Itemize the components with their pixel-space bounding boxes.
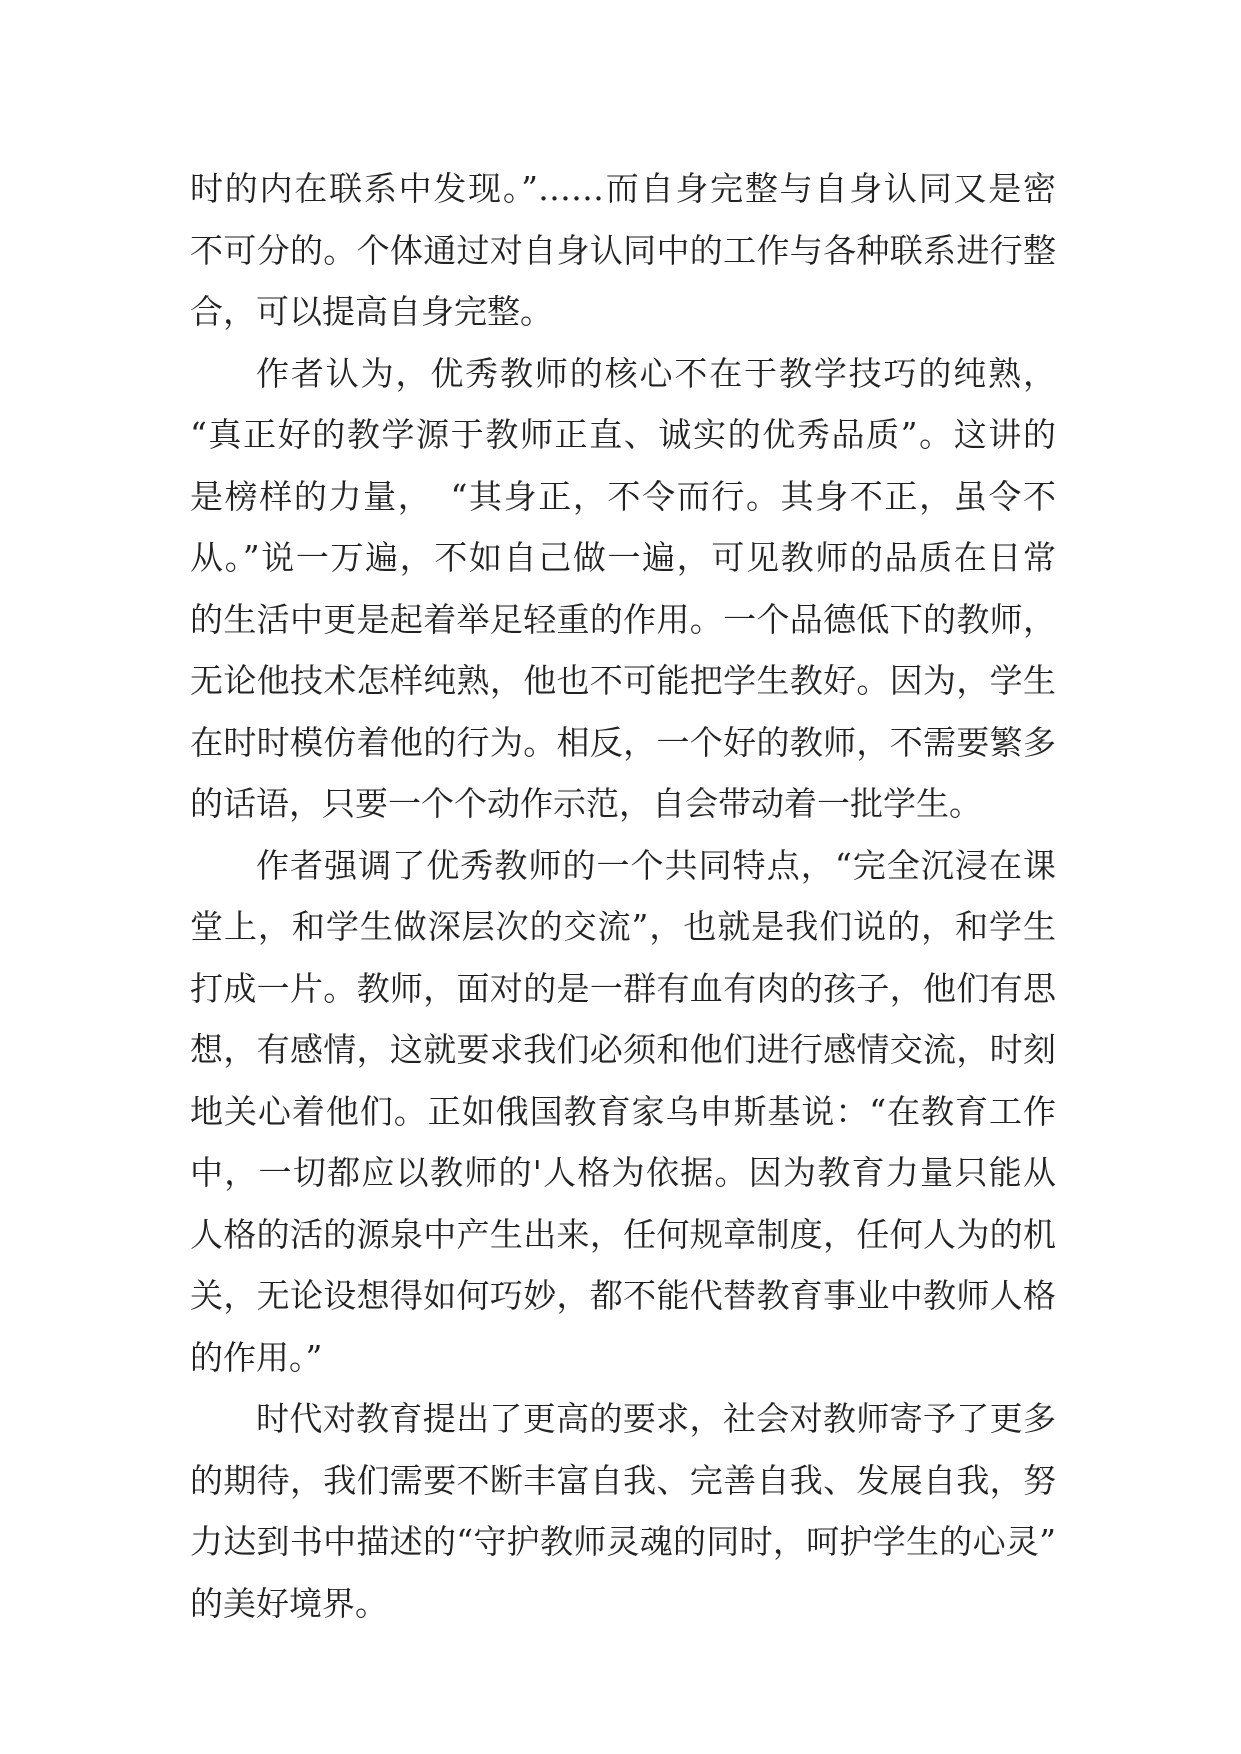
text-line: 是榜样的力量， “其身正，不令而行。其身不正，虽令不	[190, 476, 1056, 516]
paragraph-1	[190, 158, 1056, 343]
text-line: 不可分的。个体通过对自身认同中的工作与各种联系进行整	[190, 230, 1056, 270]
paragraph-4	[190, 1388, 1056, 1634]
text-line: 地关心着他们。正如俄国教育家乌申斯基说：“在教育工作	[190, 1091, 1056, 1131]
text-line: 作者强调了优秀教师的一个共同特点，“完全沉浸在课	[256, 845, 1056, 885]
text-line: 堂上，和学生做深层次的交流”，也就是我们说的，和学生	[190, 907, 1056, 946]
text-line: 从。”说一万遍，不如自己做一遍，可见教师的品质在日常	[190, 538, 1056, 577]
text-line: “真正好的教学源于教师正直、诚实的优秀品质”。这讲的	[190, 415, 1056, 454]
text-line: 时的内在联系中发现。”……而自身完整与自身认同又是密	[190, 169, 1056, 208]
text-line: 人格的活的源泉中产生出来，任何规章制度，任何人为的机	[190, 1214, 1056, 1254]
text-line: 合，可以提高自身完整。	[190, 292, 553, 331]
paragraph-2	[190, 343, 1056, 835]
text-line: 的生活中更是起着举足轻重的作用。一个品德低下的教师，	[190, 599, 1056, 639]
text-line: 时代对教育提出了更高的要求，社会对教师寄予了更多	[256, 1399, 1056, 1438]
text-line: 中，一切都应以教师的'人格为依据。因为教育力量只能从	[190, 1153, 1056, 1192]
text-line: 的话语，只要一个个动作示范，自会带动着一批学生。	[190, 784, 982, 823]
paragraph-3	[190, 835, 1056, 1389]
text-line: 关，无论设想得如何巧妙，都不能代替教育事业中教师人格	[190, 1276, 1056, 1315]
text-line: 作者认为，优秀教师的核心不在于教学技巧的纯熟，	[256, 353, 1056, 393]
text-line: 打成一片。教师，面对的是一群有血有肉的孩子，他们有思	[190, 968, 1056, 1008]
text-line: 的美好境界。	[190, 1583, 388, 1623]
text-line: 的期待，我们需要不断丰富自我、完善自我、发展自我，努	[190, 1460, 1056, 1500]
text-line: 在时时模仿着他的行为。相反，一个好的教师，不需要繁多	[190, 722, 1056, 762]
text-line: 想，有感情，这就要求我们必须和他们进行感情交流，时刻	[190, 1030, 1056, 1069]
text-line: 力达到书中描述的“守护教师灵魂的同时，呵护学生的心灵”	[190, 1522, 1056, 1561]
essay-body	[190, 158, 1056, 1634]
text-line: 无论他技术怎样纯熟，他也不可能把学生教好。因为，学生	[190, 661, 1056, 700]
text-line: 的作用。”	[190, 1337, 323, 1377]
